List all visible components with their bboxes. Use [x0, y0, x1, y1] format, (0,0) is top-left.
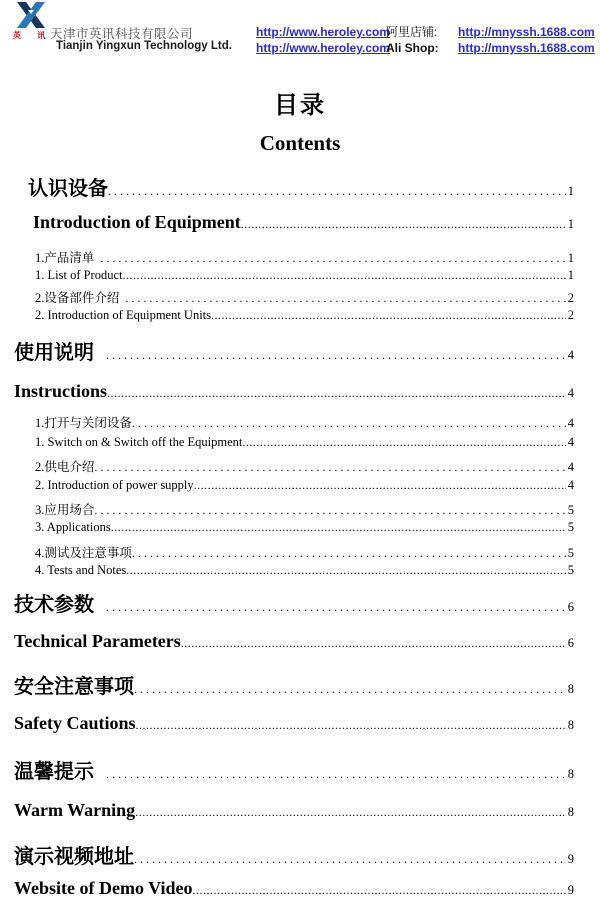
toc-leader-dots: [134, 682, 566, 697]
toc-page-number: 9: [567, 852, 574, 866]
toc-leader-dots: [132, 416, 566, 431]
toc-page-number: 2: [567, 308, 574, 322]
toc-entry-label: 1.产品清单: [35, 251, 95, 265]
company-name-en: Tianjin Yingxun Technology Ltd.: [56, 40, 232, 52]
toc-leader-dots: [106, 348, 566, 363]
toc-entry-label: 3.应用场合: [35, 503, 95, 517]
shop-label-cn: 阿里店铺:: [386, 25, 438, 39]
toc-leader-dots: [94, 460, 565, 475]
toc-leader-dots: [242, 435, 565, 450]
toc-entry-anquan-zhuyi[interactable]: [14, 670, 574, 699]
toc-leader-dots: [106, 600, 566, 615]
toc-entry-label: 2. Introduction of Equipment Units: [35, 308, 212, 322]
toc-leader-dots: [123, 268, 566, 283]
toc-page-number: 4: [567, 348, 574, 362]
toc-page-number: 8: [567, 805, 574, 819]
toc-title-en: Contents: [259, 131, 341, 155]
toc-entry-warm-warning[interactable]: [14, 800, 574, 821]
toc-entry-label: Instructions: [14, 381, 108, 401]
toc-leader-dots: [94, 503, 565, 518]
toc-entry-label: 1.打开与关闭设备: [35, 416, 132, 430]
toc-leader-dots: [107, 386, 566, 401]
toc-entry-label: Technical Parameters: [14, 631, 181, 651]
company-name-cn: 天津市英讯科技有限公司: [50, 27, 194, 41]
toc-entry-dakai-guanbi[interactable]: [35, 413, 574, 431]
toc-entry-list-of-product[interactable]: [35, 268, 574, 283]
toc-leader-dots: [100, 251, 565, 266]
toc-page-number: 9: [567, 883, 574, 897]
toc-entry-yingyong-changhe[interactable]: [35, 500, 574, 518]
toc-entry-label: 2.设备部件介绍: [35, 291, 120, 305]
toc-entry-chanpin-qingdan[interactable]: [35, 248, 574, 266]
toc-entry-label: 温馨提示: [14, 761, 94, 783]
toc-entry-wenxin-tishi[interactable]: [14, 755, 574, 784]
toc-entry-label: 3. Applications: [35, 520, 111, 534]
toc-page-number: 5: [567, 546, 574, 560]
shop-link[interactable]: http://mnyssh.1688.com: [458, 25, 595, 39]
toc-entry-safety-cautions[interactable]: [14, 713, 574, 734]
toc-entry-gongdian-jieshao[interactable]: [35, 457, 574, 475]
toc-entry-label: Website of Demo Video: [14, 878, 193, 898]
toc-page-number: 4: [567, 386, 574, 400]
toc-leader-dots: [126, 563, 566, 578]
toc-entry-switch-on-off[interactable]: [35, 435, 574, 450]
toc-entry-yanshi-shipin[interactable]: [14, 840, 574, 869]
toc-entry-applications[interactable]: [35, 520, 574, 535]
toc-entry-label: 1. List of Product: [35, 268, 123, 282]
shop-link-en[interactable]: http://mnyssh.1688.com: [458, 41, 595, 55]
toc-leader-dots: [241, 217, 566, 232]
toc-page-number: 1: [567, 184, 574, 198]
website-link[interactable]: http://www.heroley.com: [256, 25, 391, 39]
toc-leader-dots: [181, 636, 566, 651]
toc-page-number: 1: [567, 217, 574, 231]
toc-leader-dots: [108, 184, 566, 199]
toc-page-number: 6: [567, 636, 574, 650]
toc-page-number: 5: [567, 503, 574, 517]
toc-leader-dots: [125, 291, 565, 306]
toc-entry-ceshi-zhuyi[interactable]: [35, 543, 574, 561]
toc-entry-label: 认识设备: [28, 178, 108, 200]
toc-entry-label: 使用说明: [14, 342, 94, 364]
toc-entry-label: 4.测试及注意事项: [35, 546, 132, 560]
toc-entry-shiyong-shuoming[interactable]: [14, 336, 574, 365]
toc-entry-tests-and-notes[interactable]: [35, 563, 574, 578]
toc-leader-dots: [134, 852, 566, 867]
toc-page-number: 4: [567, 460, 574, 474]
toc-entry-label: Safety Cautions: [14, 713, 136, 733]
toc-leader-dots: [194, 478, 566, 493]
toc-entry-introduction-of-equipment[interactable]: [33, 212, 574, 233]
toc-page-number: 4: [567, 416, 574, 430]
toc-page-number: 8: [567, 682, 574, 696]
toc-entry-jishu-canshu[interactable]: [14, 588, 574, 617]
toc-page-number: 8: [567, 767, 574, 781]
toc-leader-dots: [136, 718, 566, 733]
toc-page-number: 5: [567, 520, 574, 534]
toc-entry-label: 2. Introduction of power supply: [35, 478, 194, 492]
toc-leader-dots: [132, 546, 566, 561]
toc-entry-shebei-bujian[interactable]: [35, 288, 574, 306]
toc-entry-website-of-demo-video[interactable]: [14, 878, 574, 899]
toc-entry-introduction-of-power-supply[interactable]: [35, 478, 574, 493]
toc-title-cn: 目录: [274, 93, 326, 119]
toc-entry-label: Introduction of Equipment: [33, 212, 241, 232]
toc-page-number: 8: [567, 718, 574, 732]
shop-label-en: Ali Shop:: [386, 41, 439, 55]
toc-page-number: 1: [567, 268, 574, 282]
logo-text: 英 讯: [13, 31, 53, 40]
toc-entry-label: 安全注意事项: [14, 676, 134, 698]
toc-entry-label: 技术参数: [14, 594, 94, 616]
header-links: [256, 25, 595, 55]
toc-leader-dots: [111, 520, 566, 535]
toc-page-number: 2: [567, 291, 574, 305]
toc-entry-technical-parameters[interactable]: [14, 631, 574, 652]
toc-page-number: 1: [567, 251, 574, 265]
toc-entry-label: Warm Warning: [14, 800, 136, 820]
toc-entry-label: 1. Switch on & Switch off the Equipment: [35, 435, 243, 449]
website-link-en[interactable]: http://www.heroley.com: [256, 41, 391, 55]
toc-page-number: 6: [567, 600, 574, 614]
toc-page-number: 4: [567, 435, 574, 449]
toc-leader-dots: [211, 308, 566, 323]
toc-leader-dots: [192, 883, 565, 898]
toc-page-number: 5: [567, 563, 574, 577]
toc-entry-label: 演示视频地址: [14, 846, 134, 868]
toc-page-number: 4: [567, 478, 574, 492]
toc-leader-dots: [106, 767, 566, 782]
toc-leader-dots: [135, 805, 566, 820]
toc-entry-label: 2.供电介绍: [35, 460, 95, 474]
toc-entry-introduction-of-equipment-units[interactable]: [35, 308, 574, 323]
toc-entry-renshi-shebei[interactable]: [28, 172, 574, 201]
company-logo-icon: [14, 2, 48, 32]
toc-entry-instructions[interactable]: [14, 381, 574, 402]
toc-entry-label: 4. Tests and Notes: [35, 563, 127, 577]
